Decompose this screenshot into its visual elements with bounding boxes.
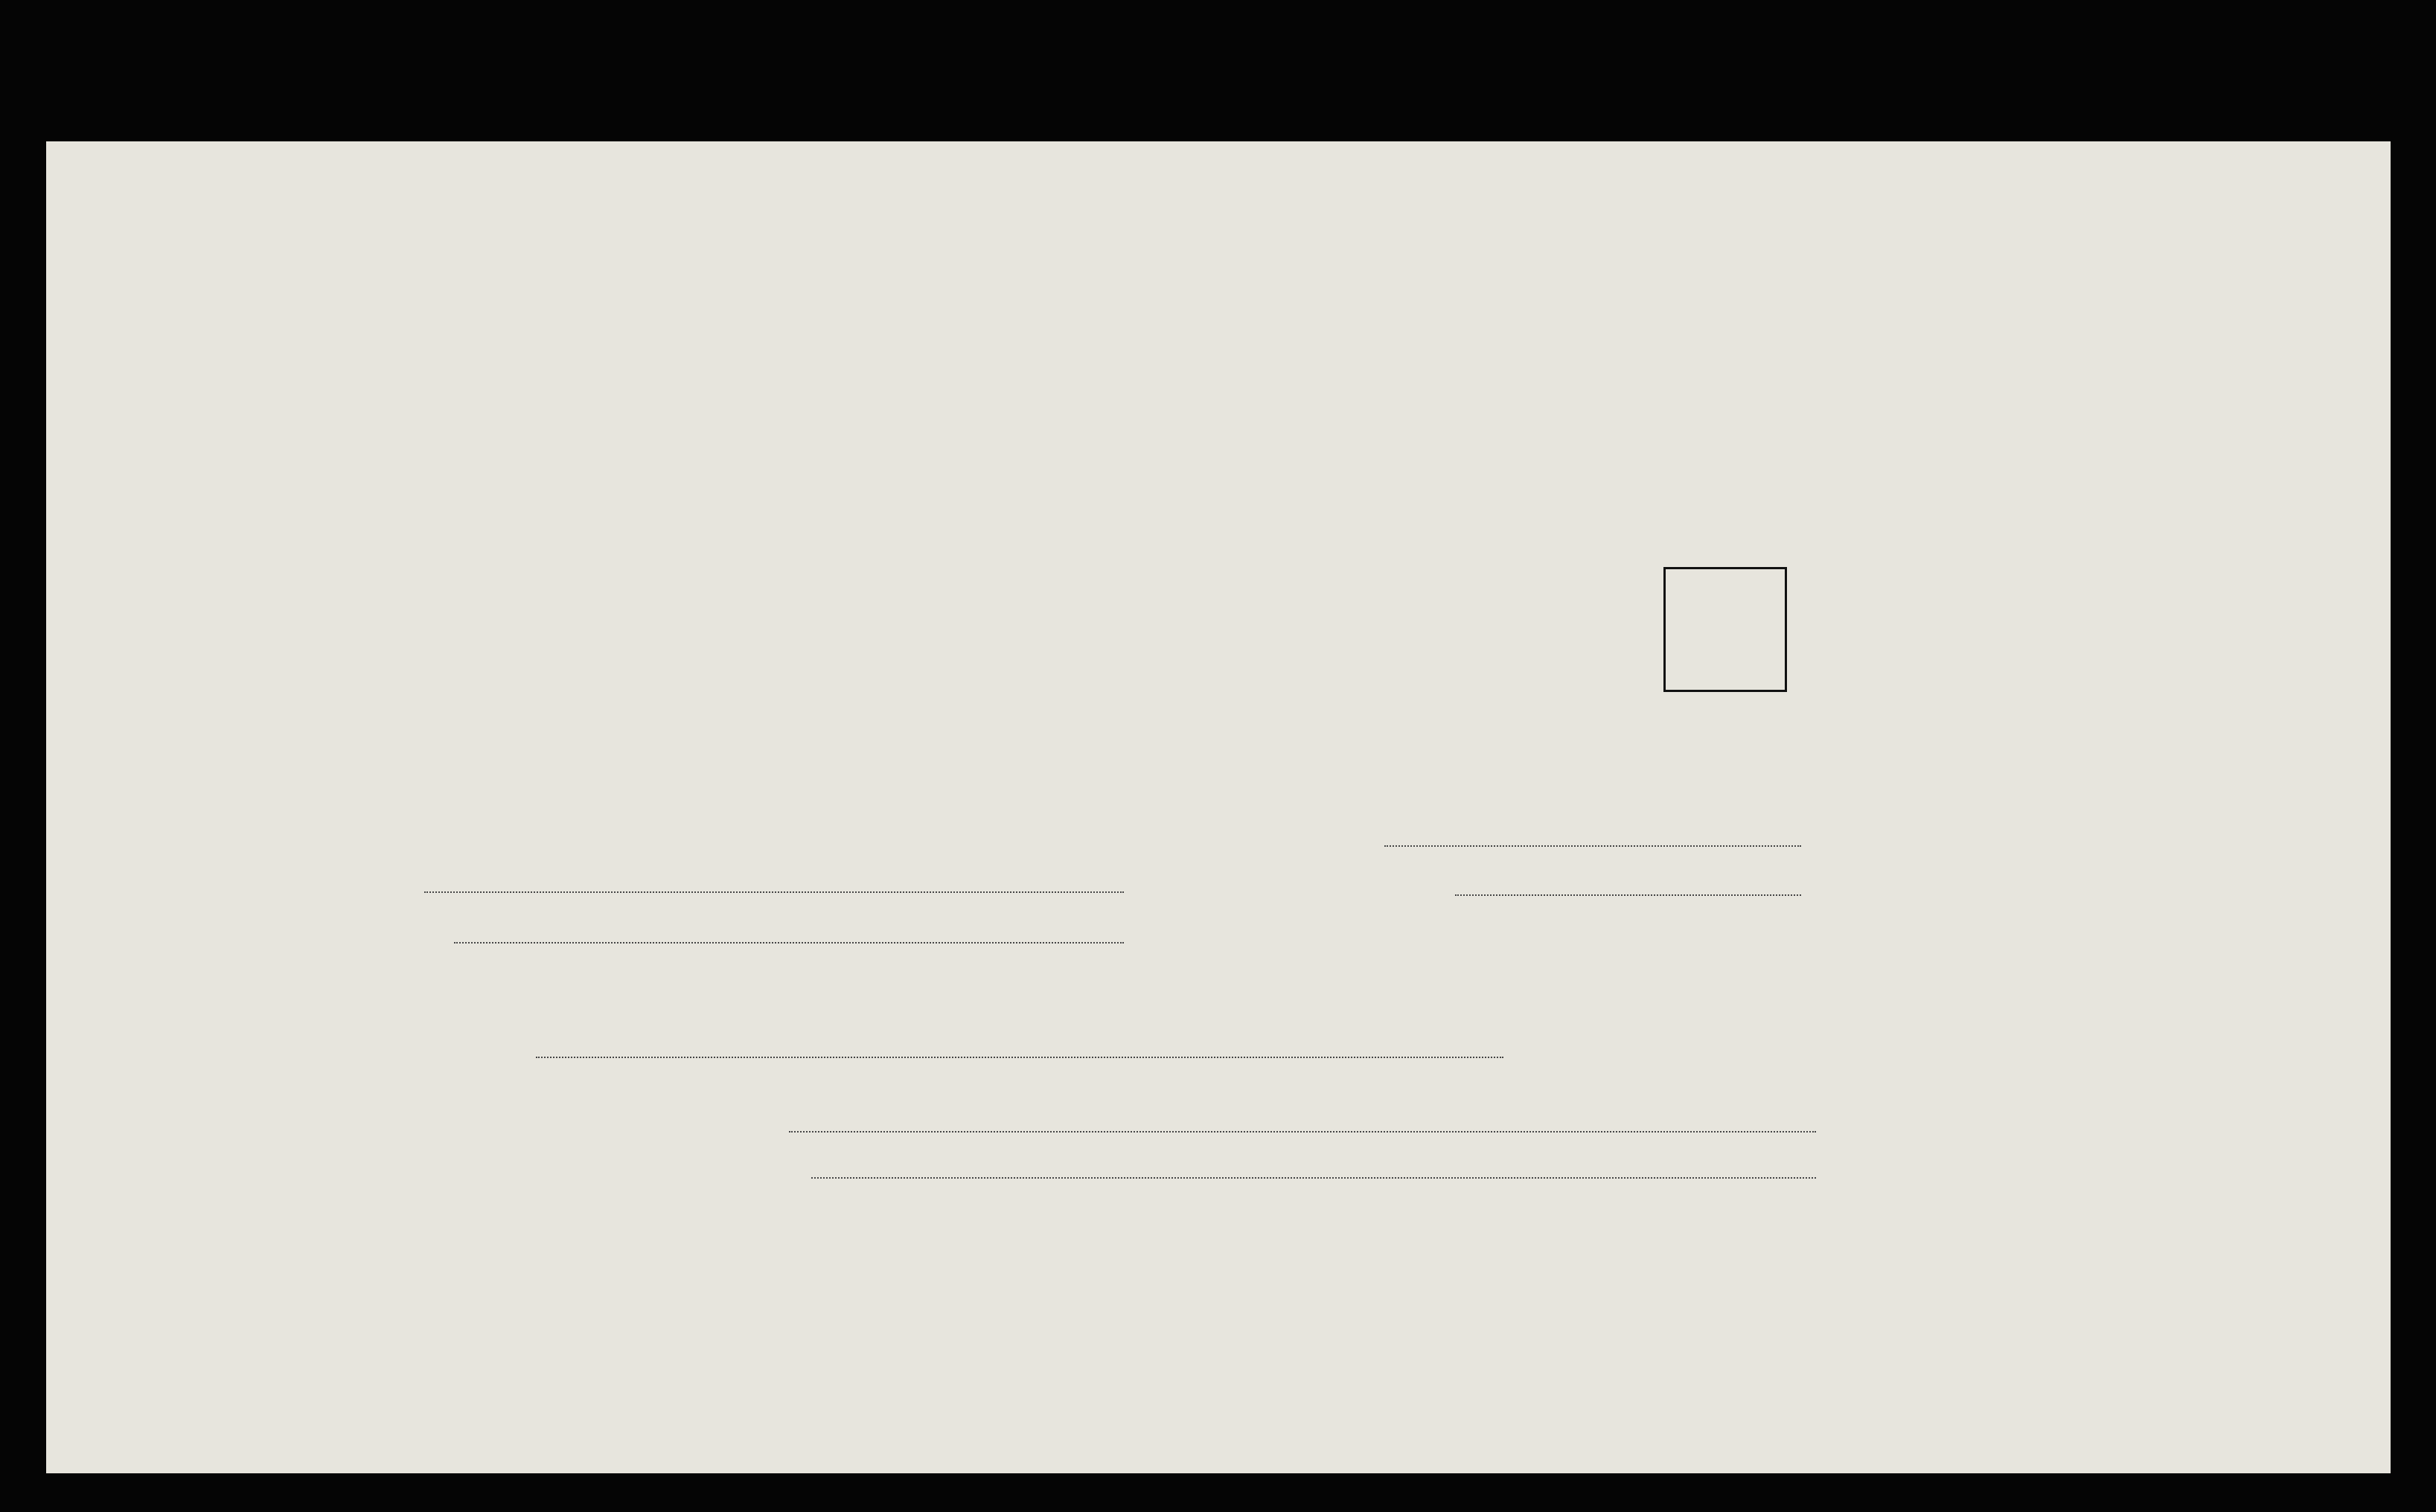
census-card [46,141,2391,1473]
card-number-box [1663,567,1787,692]
